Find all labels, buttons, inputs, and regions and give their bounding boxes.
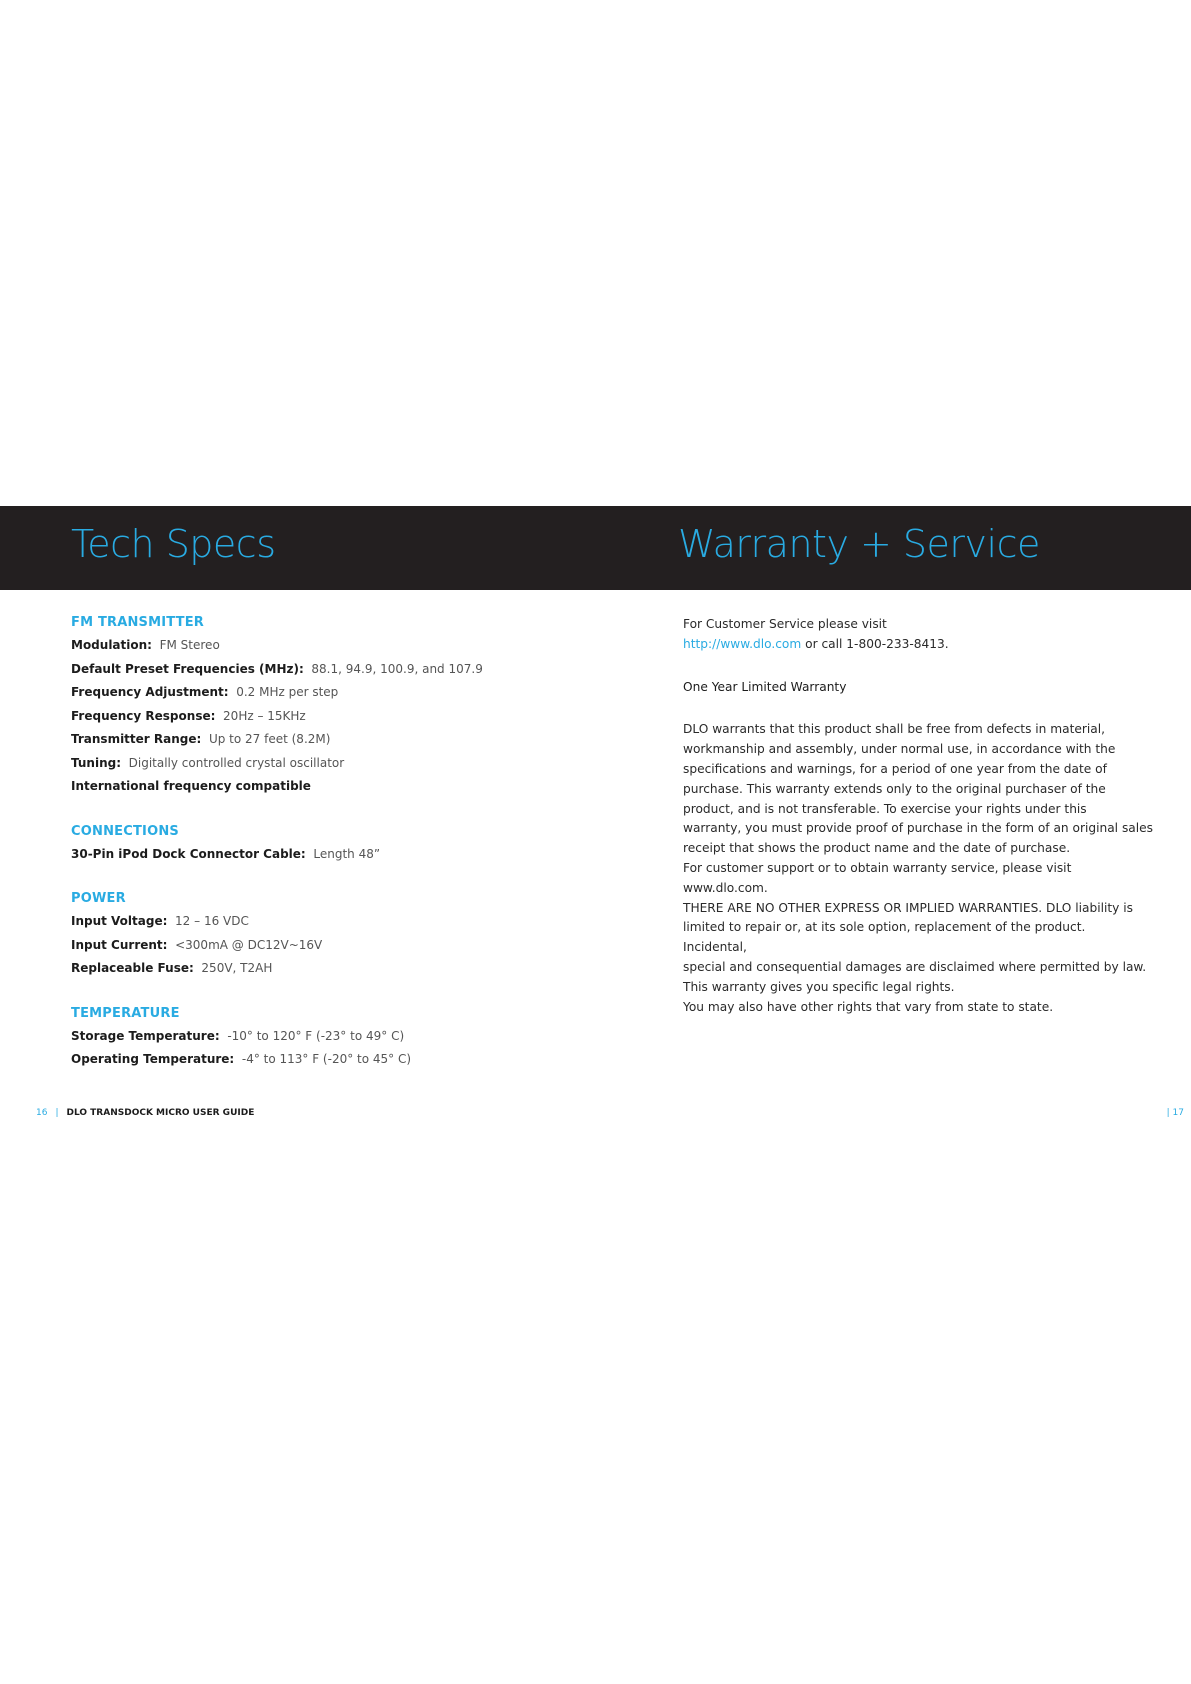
power-heading: POWER xyxy=(71,891,126,906)
dlo-website-link[interactable]: http://www.dlo.com xyxy=(683,636,802,651)
spec-label: Frequency Response: xyxy=(71,708,216,723)
warranty-line: You may also have other rights that vary from state to state. xyxy=(683,999,1054,1014)
tech-specs-section xyxy=(71,612,611,1094)
spec-row xyxy=(71,934,611,958)
spec-label: Input Current: xyxy=(71,937,168,952)
connections-heading: CONNECTIONS xyxy=(71,823,179,839)
left-page-number: 16 xyxy=(36,1108,48,1118)
spec-value: Digitally controlled crystal oscillator xyxy=(128,755,345,770)
warranty-line: DLO warrants that this product shall be free from defects in material, xyxy=(683,722,1106,737)
spec-label: Transmitter Range: xyxy=(71,732,202,746)
spec-row xyxy=(71,957,611,981)
spec-label: Default Preset Frequencies (MHz): xyxy=(71,661,304,676)
fm-transmitter-group xyxy=(71,612,611,799)
fm-transmitter-heading: FM TRANSMITTER xyxy=(71,615,205,630)
spec-row xyxy=(71,658,611,682)
spec-value: Up to 27 feet (8.2M) xyxy=(208,732,331,746)
warranty-subhead: One Year Limited Warranty xyxy=(683,679,847,694)
spec-label: Operating Temperature: xyxy=(71,1052,235,1066)
warranty-service-title: Warranty + Service xyxy=(678,522,1040,566)
warranty-line: receipt that shows the product name and the date of purchase. xyxy=(683,841,1071,856)
footer-separator: | xyxy=(55,1108,59,1118)
spec-label: International frequency compatible xyxy=(71,779,311,793)
right-page-number: | 17 xyxy=(1166,1108,1184,1118)
spec-value: 20Hz – 15KHz xyxy=(223,708,306,723)
spec-label: 30-Pin iPod Dock Connector Cable: xyxy=(71,846,306,861)
spec-label: Storage Temperature: xyxy=(71,1028,220,1043)
spec-label: Replaceable Fuse: xyxy=(71,961,194,975)
spec-value: 250V, T2AH xyxy=(201,961,273,975)
spec-row xyxy=(71,681,611,705)
spec-label: Frequency Adjustment: xyxy=(71,685,229,699)
spec-value: -10° to 120° F (-23° to 49° C) xyxy=(227,1028,405,1043)
temperature-group xyxy=(71,1003,611,1072)
spec-row xyxy=(71,1025,611,1049)
warranty-line: specifications and warnings, for a period of one year from the date of xyxy=(683,761,1107,776)
warranty-line: purchase. This warranty extends only to the original purchaser of the xyxy=(683,781,1106,796)
spec-value: FM Stereo xyxy=(159,638,220,652)
spec-row xyxy=(71,752,611,776)
spec-row xyxy=(71,634,611,658)
spec-row xyxy=(71,1048,611,1072)
spec-value: 12 – 16 VDC xyxy=(175,914,249,928)
tech-specs-title: Tech Specs xyxy=(71,522,276,566)
spec-label: Modulation: xyxy=(71,638,152,652)
spec-value: <300mA @ DC12V~16V xyxy=(175,937,323,952)
warranty-line: This warranty gives you specific legal rights. xyxy=(683,979,955,994)
service-contact-line xyxy=(683,635,1153,655)
warranty-section xyxy=(683,615,1153,1017)
warranty-line: limited to repair or, at its sole option, replacement of the product. Incidental, xyxy=(683,920,1086,955)
spec-row xyxy=(71,775,611,799)
spec-row xyxy=(71,705,611,729)
spec-value: 0.2 MHz per step xyxy=(236,685,339,699)
guide-title: DLO TRANSDOCK MICRO USER GUIDE xyxy=(66,1108,255,1118)
spec-label: Tuning: xyxy=(71,755,121,770)
spec-row xyxy=(71,843,611,867)
service-phone: or call 1-800-233-8413. xyxy=(801,636,949,651)
warranty-line: THERE ARE NO OTHER EXPRESS OR IMPLIED WARRANTIES. DLO liability is xyxy=(683,900,1133,915)
connections-group xyxy=(71,821,611,867)
spec-value: 88.1, 94.9, 100.9, and 107.9 xyxy=(311,661,483,676)
warranty-line: product, and is not transferable. To exercise your rights under this xyxy=(683,801,1087,816)
temperature-heading: TEMPERATURE xyxy=(71,1005,180,1021)
service-intro: For Customer Service please visit xyxy=(683,617,887,631)
warranty-line: workmanship and assembly, under normal use, in accordance with the xyxy=(683,742,1116,757)
footer-left xyxy=(36,1108,254,1118)
warranty-line: warranty, you must provide proof of purchase in the form of an original sales xyxy=(683,821,1153,836)
warranty-line: For customer support or to obtain warranty service, please visit www.dlo.com. xyxy=(683,860,1072,895)
spec-value: Length 48” xyxy=(313,846,381,861)
spec-row xyxy=(71,910,611,934)
spec-value: -4° to 113° F (-20° to 45° C) xyxy=(241,1052,412,1066)
spec-label: Input Voltage: xyxy=(71,914,168,928)
power-group xyxy=(71,888,611,981)
warranty-line: special and consequential damages are disclaimed where permitted by law. xyxy=(683,959,1147,974)
spec-row xyxy=(71,728,611,752)
